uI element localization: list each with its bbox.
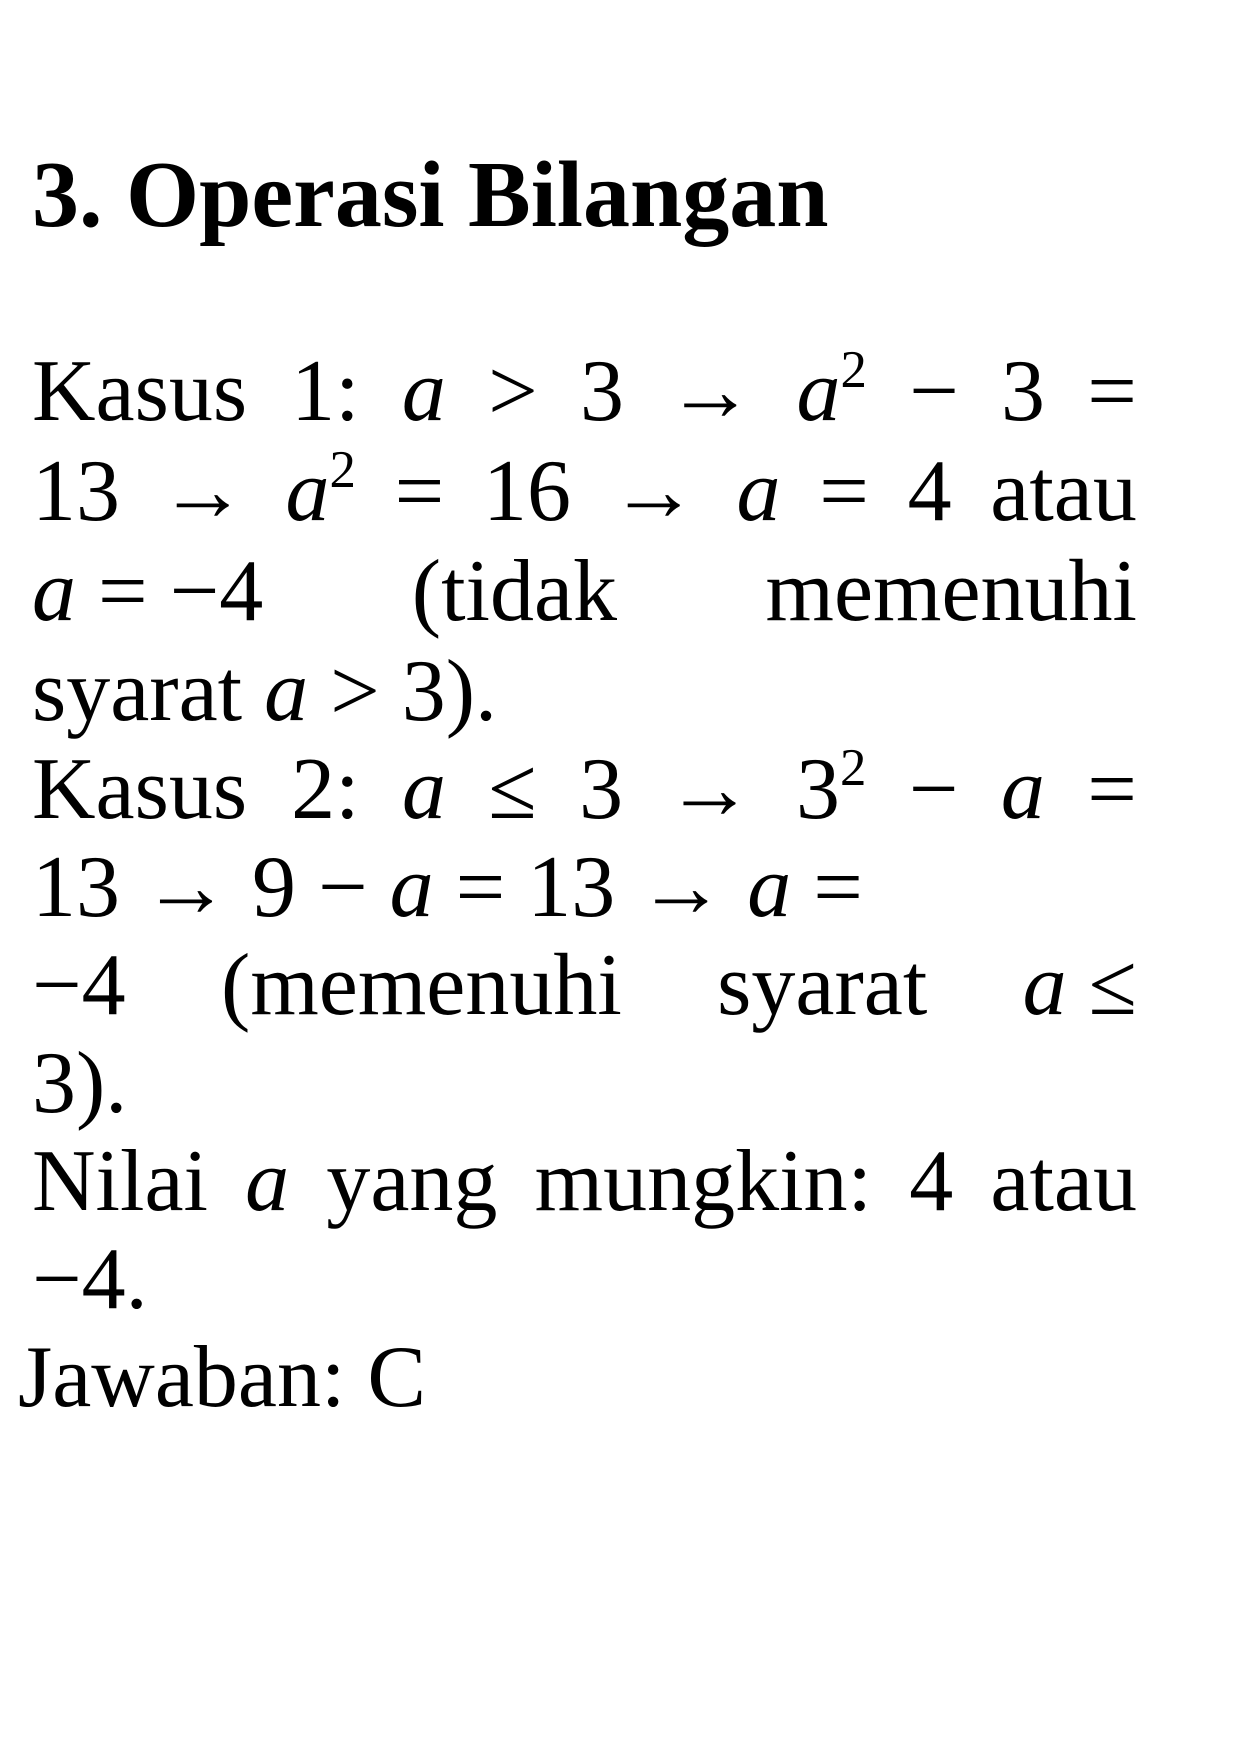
case2-line-1: Kasus 2: a ≤ 3 → $3^2$ − a = — [32, 739, 1137, 838]
conclusion-line-2: −4. — [32, 1231, 148, 1328]
case1-label: Kasus 1: — [32, 343, 360, 440]
case2-label: Kasus 2: — [32, 741, 360, 838]
case1-line-4: syarat a > 3). — [32, 643, 498, 740]
case1-line-3: a = −4 (tidak memenuhi — [32, 543, 1137, 640]
answer-text: Jawaban: C — [18, 1329, 427, 1426]
case1-line-1: Kasus 1: a > 3 → $a^2$ − 3 = — [32, 341, 1137, 440]
case2-line-4: 3). — [32, 1035, 128, 1132]
case2-line-2: 13 → 9 − a = 13 → a = — [32, 839, 863, 936]
section-title: 3. Operasi Bilangan — [32, 143, 829, 247]
case1-line-2: 13 → $a^2$ = 16 → a = 4 atau — [32, 441, 1137, 540]
conclusion-line-1: Nilai a yang mungkin: 4 atau — [32, 1133, 1137, 1230]
case2-line-3: −4 (memenuhi syarat a ≤ — [32, 937, 1137, 1034]
